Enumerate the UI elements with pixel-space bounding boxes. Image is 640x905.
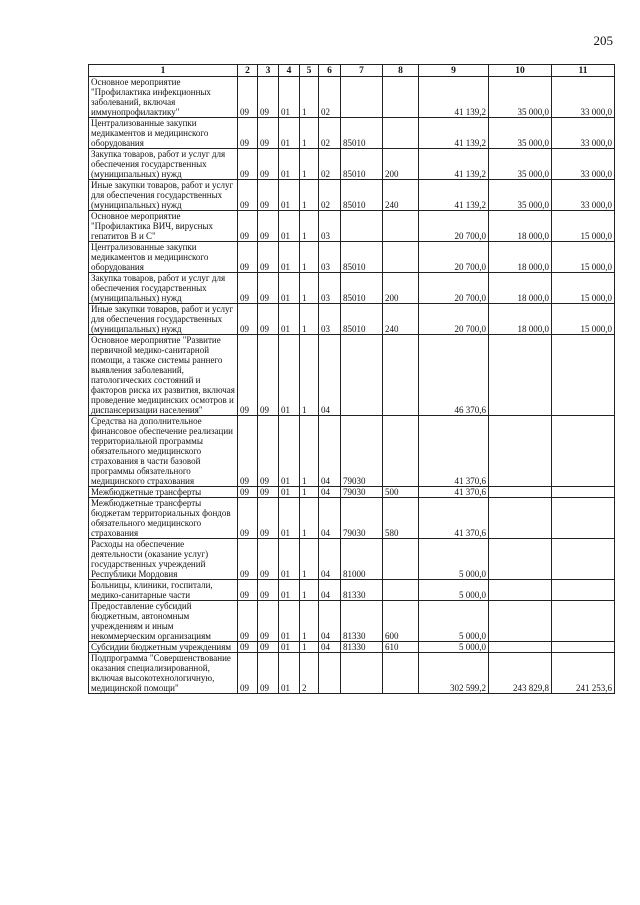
cell-c8: 200 bbox=[383, 149, 419, 180]
cell-c4: 01 bbox=[279, 335, 300, 416]
cell-c6: 04 bbox=[319, 539, 341, 580]
cell-c10 bbox=[489, 601, 552, 642]
cell-c2: 09 bbox=[238, 601, 258, 642]
cell-c5: 1 bbox=[300, 601, 319, 642]
row-name: Предоставление субсидий бюджетным, автономным учреждениям и иным некоммерческим организациям bbox=[89, 601, 238, 642]
cell-c3: 09 bbox=[258, 642, 279, 653]
cell-c8: 240 bbox=[383, 180, 419, 211]
cell-c8 bbox=[383, 242, 419, 273]
cell-c9: 5 000,0 bbox=[419, 539, 489, 580]
cell-c4: 01 bbox=[279, 539, 300, 580]
table-row bbox=[89, 273, 615, 304]
cell-c6: 04 bbox=[319, 487, 341, 498]
cell-c10: 35 000,0 bbox=[489, 149, 552, 180]
table-row bbox=[89, 642, 615, 653]
cell-c5: 1 bbox=[300, 498, 319, 539]
cell-c7 bbox=[341, 335, 383, 416]
cell-c10 bbox=[489, 539, 552, 580]
cell-c2: 09 bbox=[238, 539, 258, 580]
cell-c7: 79030 bbox=[341, 487, 383, 498]
cell-c5: 1 bbox=[300, 118, 319, 149]
cell-c5: 1 bbox=[300, 180, 319, 211]
cell-c7 bbox=[341, 653, 383, 694]
cell-c4: 01 bbox=[279, 149, 300, 180]
cell-c3: 09 bbox=[258, 487, 279, 498]
row-name: Больницы, клиники, госпитали, медико-санитарные части bbox=[89, 580, 238, 601]
cell-c8 bbox=[383, 653, 419, 694]
cell-c9: 5 000,0 bbox=[419, 601, 489, 642]
table-row bbox=[89, 498, 615, 539]
cell-c2: 09 bbox=[238, 580, 258, 601]
cell-c4: 01 bbox=[279, 580, 300, 601]
cell-c6 bbox=[319, 653, 341, 694]
cell-c8: 610 bbox=[383, 642, 419, 653]
cell-c7: 81330 bbox=[341, 580, 383, 601]
cell-c10: 243 829,8 bbox=[489, 653, 552, 694]
cell-c10: 35 000,0 bbox=[489, 180, 552, 211]
cell-c10 bbox=[489, 416, 552, 487]
cell-c9: 5 000,0 bbox=[419, 580, 489, 601]
header-row bbox=[89, 65, 615, 77]
cell-c9: 41 370,6 bbox=[419, 487, 489, 498]
cell-c8 bbox=[383, 77, 419, 118]
cell-c5: 1 bbox=[300, 416, 319, 487]
cell-c2: 09 bbox=[238, 211, 258, 242]
row-name: Основное мероприятие "Профилактика ВИЧ, вирусных гепатитов В и С" bbox=[89, 211, 238, 242]
cell-c6: 03 bbox=[319, 273, 341, 304]
cell-c6: 02 bbox=[319, 180, 341, 211]
cell-c6: 03 bbox=[319, 211, 341, 242]
cell-c8 bbox=[383, 118, 419, 149]
cell-c5: 1 bbox=[300, 77, 319, 118]
cell-c8 bbox=[383, 211, 419, 242]
cell-c4: 01 bbox=[279, 118, 300, 149]
cell-c11: 33 000,0 bbox=[552, 77, 615, 118]
table-row bbox=[89, 416, 615, 487]
cell-c10 bbox=[489, 335, 552, 416]
cell-c4: 01 bbox=[279, 77, 300, 118]
cell-c4: 01 bbox=[279, 487, 300, 498]
cell-c2: 09 bbox=[238, 242, 258, 273]
cell-c5: 2 bbox=[300, 653, 319, 694]
cell-c6: 02 bbox=[319, 77, 341, 118]
table-row bbox=[89, 149, 615, 180]
cell-c10 bbox=[489, 580, 552, 601]
cell-c7: 81330 bbox=[341, 642, 383, 653]
row-name: Средства на дополнительное финансовое обеспечение реализации территориальной программы обязательного медицинского страхования в части базовой программы обязательного медицинского страхования bbox=[89, 416, 238, 487]
row-name: Основное мероприятие "Развитие первичной медико-санитарной помощи, а также системы раннего выявления заболеваний, патологических состояний и факторов риска их развития, включая проведение медицинских осмотров и диспансеризации населения" bbox=[89, 335, 238, 416]
cell-c5: 1 bbox=[300, 487, 319, 498]
cell-c2: 09 bbox=[238, 273, 258, 304]
table-row bbox=[89, 335, 615, 416]
cell-c11: 33 000,0 bbox=[552, 180, 615, 211]
cell-c3: 09 bbox=[258, 539, 279, 580]
row-name: Закупка товаров, работ и услуг для обеспечения государственных (муниципальных) нужд bbox=[89, 149, 238, 180]
cell-c9: 20 700,0 bbox=[419, 304, 489, 335]
cell-c7: 79030 bbox=[341, 498, 383, 539]
row-name: Иные закупки товаров, работ и услуг для обеспечения государственных (муниципальных) нужд bbox=[89, 180, 238, 211]
cell-c10: 35 000,0 bbox=[489, 77, 552, 118]
row-name: Межбюджетные трансферты бюджетам территориальных фондов обязательного медицинского страхования bbox=[89, 498, 238, 539]
cell-c9: 20 700,0 bbox=[419, 242, 489, 273]
cell-c4: 01 bbox=[279, 304, 300, 335]
column-header: 6 bbox=[319, 65, 341, 77]
cell-c8 bbox=[383, 416, 419, 487]
cell-c3: 09 bbox=[258, 601, 279, 642]
cell-c11 bbox=[552, 580, 615, 601]
cell-c3: 09 bbox=[258, 498, 279, 539]
cell-c6: 02 bbox=[319, 118, 341, 149]
cell-c11 bbox=[552, 498, 615, 539]
cell-c9: 41 370,6 bbox=[419, 416, 489, 487]
cell-c11: 15 000,0 bbox=[552, 242, 615, 273]
cell-c6: 03 bbox=[319, 304, 341, 335]
cell-c6: 02 bbox=[319, 149, 341, 180]
row-name: Подпрограмма "Совершенствование оказания специализированной, включая высокотехнологичную, медицинской помощи" bbox=[89, 653, 238, 694]
cell-c11 bbox=[552, 642, 615, 653]
cell-c2: 09 bbox=[238, 487, 258, 498]
cell-c6: 04 bbox=[319, 642, 341, 653]
cell-c6: 04 bbox=[319, 580, 341, 601]
cell-c9: 41 139,2 bbox=[419, 77, 489, 118]
cell-c3: 09 bbox=[258, 335, 279, 416]
table-row bbox=[89, 539, 615, 580]
cell-c4: 01 bbox=[279, 498, 300, 539]
column-header: 10 bbox=[489, 65, 552, 77]
cell-c3: 09 bbox=[258, 580, 279, 601]
cell-c10: 18 000,0 bbox=[489, 304, 552, 335]
cell-c8: 580 bbox=[383, 498, 419, 539]
cell-c6: 04 bbox=[319, 335, 341, 416]
cell-c2: 09 bbox=[238, 149, 258, 180]
cell-c7: 81000 bbox=[341, 539, 383, 580]
cell-c4: 01 bbox=[279, 211, 300, 242]
cell-c9: 5 000,0 bbox=[419, 642, 489, 653]
cell-c9: 41 370,6 bbox=[419, 498, 489, 539]
cell-c11: 241 253,6 bbox=[552, 653, 615, 694]
table-row bbox=[89, 653, 615, 694]
row-name: Расходы на обеспечение деятельности (оказание услуг) государственных учреждений Республики Мордовия bbox=[89, 539, 238, 580]
cell-c2: 09 bbox=[238, 304, 258, 335]
row-name: Субсидии бюджетным учреждениям bbox=[89, 642, 238, 653]
table-row bbox=[89, 77, 615, 118]
cell-c7: 85010 bbox=[341, 180, 383, 211]
cell-c7: 85010 bbox=[341, 118, 383, 149]
cell-c6: 04 bbox=[319, 498, 341, 539]
cell-c8 bbox=[383, 580, 419, 601]
cell-c8: 200 bbox=[383, 273, 419, 304]
cell-c2: 09 bbox=[238, 642, 258, 653]
table-row bbox=[89, 180, 615, 211]
cell-c5: 1 bbox=[300, 211, 319, 242]
cell-c5: 1 bbox=[300, 149, 319, 180]
cell-c6: 04 bbox=[319, 416, 341, 487]
cell-c11: 15 000,0 bbox=[552, 211, 615, 242]
cell-c3: 09 bbox=[258, 211, 279, 242]
row-name: Межбюджетные трансферты bbox=[89, 487, 238, 498]
cell-c10: 18 000,0 bbox=[489, 242, 552, 273]
cell-c7: 85010 bbox=[341, 242, 383, 273]
row-name: Основное мероприятие "Профилактика инфекционных заболеваний, включая иммунопрофилактику" bbox=[89, 77, 238, 118]
cell-c11: 33 000,0 bbox=[552, 149, 615, 180]
cell-c3: 09 bbox=[258, 149, 279, 180]
cell-c9: 20 700,0 bbox=[419, 273, 489, 304]
column-header: 1 bbox=[89, 65, 238, 77]
cell-c2: 09 bbox=[238, 498, 258, 539]
cell-c4: 01 bbox=[279, 653, 300, 694]
cell-c3: 09 bbox=[258, 180, 279, 211]
table-row bbox=[89, 242, 615, 273]
cell-c5: 1 bbox=[300, 335, 319, 416]
cell-c11 bbox=[552, 601, 615, 642]
row-name: Централизованные закупки медикаментов и медицинского оборудования bbox=[89, 242, 238, 273]
cell-c7: 81330 bbox=[341, 601, 383, 642]
cell-c2: 09 bbox=[238, 416, 258, 487]
table-row bbox=[89, 211, 615, 242]
cell-c8: 240 bbox=[383, 304, 419, 335]
cell-c11 bbox=[552, 539, 615, 580]
cell-c4: 01 bbox=[279, 642, 300, 653]
row-name: Иные закупки товаров, работ и услуг для обеспечения государственных (муниципальных) нужд bbox=[89, 304, 238, 335]
cell-c6: 03 bbox=[319, 242, 341, 273]
column-header: 9 bbox=[419, 65, 489, 77]
column-header: 5 bbox=[300, 65, 319, 77]
cell-c10: 18 000,0 bbox=[489, 211, 552, 242]
cell-c6: 04 bbox=[319, 601, 341, 642]
cell-c8 bbox=[383, 539, 419, 580]
cell-c9: 41 139,2 bbox=[419, 118, 489, 149]
cell-c2: 09 bbox=[238, 118, 258, 149]
cell-c4: 01 bbox=[279, 416, 300, 487]
cell-c10 bbox=[489, 498, 552, 539]
cell-c5: 1 bbox=[300, 642, 319, 653]
row-name: Централизованные закупки медикаментов и медицинского оборудования bbox=[89, 118, 238, 149]
cell-c4: 01 bbox=[279, 242, 300, 273]
cell-c7 bbox=[341, 211, 383, 242]
cell-c7 bbox=[341, 77, 383, 118]
column-header: 4 bbox=[279, 65, 300, 77]
cell-c9: 41 139,2 bbox=[419, 180, 489, 211]
cell-c3: 09 bbox=[258, 118, 279, 149]
cell-c4: 01 bbox=[279, 601, 300, 642]
cell-c5: 1 bbox=[300, 273, 319, 304]
cell-c3: 09 bbox=[258, 653, 279, 694]
cell-c9: 46 370,6 bbox=[419, 335, 489, 416]
cell-c5: 1 bbox=[300, 580, 319, 601]
page-number: 205 bbox=[593, 33, 613, 48]
cell-c9: 302 599,2 bbox=[419, 653, 489, 694]
cell-c8 bbox=[383, 335, 419, 416]
cell-c8: 500 bbox=[383, 487, 419, 498]
cell-c8: 600 bbox=[383, 601, 419, 642]
cell-c5: 1 bbox=[300, 304, 319, 335]
cell-c11 bbox=[552, 416, 615, 487]
cell-c5: 1 bbox=[300, 539, 319, 580]
cell-c10: 18 000,0 bbox=[489, 273, 552, 304]
cell-c11: 33 000,0 bbox=[552, 118, 615, 149]
column-header: 11 bbox=[552, 65, 615, 77]
row-name: Закупка товаров, работ и услуг для обеспечения государственных (муниципальных) нужд bbox=[89, 273, 238, 304]
cell-c4: 01 bbox=[279, 180, 300, 211]
cell-c11 bbox=[552, 335, 615, 416]
cell-c3: 09 bbox=[258, 77, 279, 118]
budget-table bbox=[88, 64, 615, 694]
column-header: 7 bbox=[341, 65, 383, 77]
cell-c3: 09 bbox=[258, 304, 279, 335]
cell-c2: 09 bbox=[238, 335, 258, 416]
cell-c10: 35 000,0 bbox=[489, 118, 552, 149]
cell-c3: 09 bbox=[258, 416, 279, 487]
cell-c7: 85010 bbox=[341, 304, 383, 335]
table-row bbox=[89, 487, 615, 498]
column-header: 3 bbox=[258, 65, 279, 77]
column-header: 8 bbox=[383, 65, 419, 77]
cell-c7: 85010 bbox=[341, 149, 383, 180]
cell-c2: 09 bbox=[238, 653, 258, 694]
cell-c4: 01 bbox=[279, 273, 300, 304]
cell-c11 bbox=[552, 487, 615, 498]
cell-c7: 85010 bbox=[341, 273, 383, 304]
cell-c7: 79030 bbox=[341, 416, 383, 487]
table-row bbox=[89, 601, 615, 642]
table-row bbox=[89, 580, 615, 601]
cell-c11: 15 000,0 bbox=[552, 304, 615, 335]
cell-c2: 09 bbox=[238, 77, 258, 118]
cell-c9: 20 700,0 bbox=[419, 211, 489, 242]
cell-c3: 09 bbox=[258, 242, 279, 273]
cell-c2: 09 bbox=[238, 180, 258, 211]
cell-c5: 1 bbox=[300, 242, 319, 273]
cell-c3: 09 bbox=[258, 273, 279, 304]
cell-c10 bbox=[489, 642, 552, 653]
cell-c10 bbox=[489, 487, 552, 498]
table-row bbox=[89, 118, 615, 149]
cell-c11: 15 000,0 bbox=[552, 273, 615, 304]
cell-c9: 41 139,2 bbox=[419, 149, 489, 180]
column-header: 2 bbox=[238, 65, 258, 77]
table-row bbox=[89, 304, 615, 335]
